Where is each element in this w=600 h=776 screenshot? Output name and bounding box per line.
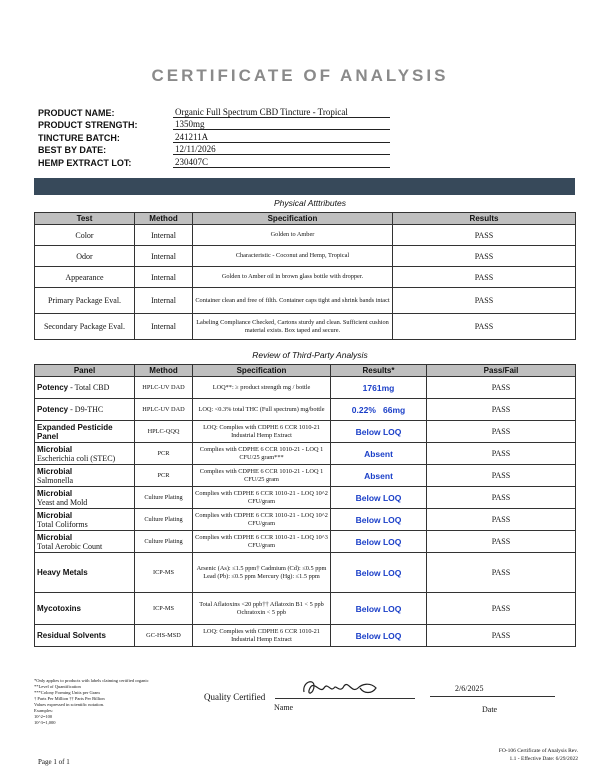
result-cell: Below LOQ <box>331 487 427 509</box>
table-row <box>35 314 576 340</box>
panel-name: Microbial <box>37 510 73 520</box>
info-label: HEMP EXTRACT LOT: <box>38 157 132 168</box>
method-cell: Culture Plating <box>135 509 193 531</box>
name-label: Name <box>274 703 294 712</box>
result-cell: Absent <box>331 465 427 487</box>
table-row <box>35 625 576 647</box>
panel-detail: - Total CBD <box>68 383 110 392</box>
method-cell: HPLC-QQQ <box>135 421 193 443</box>
spec-cell: LOQ**: ≥ product strength mg / bottle <box>193 377 331 399</box>
result-cell: Below LOQ <box>331 553 427 593</box>
date-label: Date <box>482 705 498 714</box>
spec-cell: Golden to Amber <box>193 225 393 246</box>
panel-cell <box>35 421 135 443</box>
panel-name: Heavy Metals <box>37 568 88 577</box>
spec-cell: Complies with CDPHE 6 CCR 1010-21 - LOQ 10^2 CFU/gram <box>193 509 331 531</box>
info-row <box>38 105 390 118</box>
panel-name: Residual Solvents <box>37 631 106 640</box>
column-header: Results <box>393 213 576 225</box>
table-row <box>35 399 576 421</box>
test-cell: Appearance <box>35 267 135 288</box>
method-cell: Internal <box>135 314 193 340</box>
spec-cell: LOQ: <0.3% total THC (Full spectrum) mg/bottle <box>193 399 331 421</box>
panel-name: Mycotoxins <box>37 604 82 613</box>
test-cell: Primary Package Eval. <box>35 288 135 314</box>
method-cell: Internal <box>135 267 193 288</box>
table-row <box>35 246 576 267</box>
panel-name: Potency <box>37 405 69 414</box>
table-row <box>35 421 576 443</box>
footnote: *Only applies to products with labels claiming certified organic <box>34 678 149 683</box>
pass-fail-cell: PASS <box>427 531 576 553</box>
footnote: 10^3=1,000 <box>34 720 56 725</box>
column-header: Method <box>135 213 193 225</box>
result-cell: PASS <box>393 288 576 314</box>
column-header: Panel <box>35 365 135 377</box>
result-cell: PASS <box>393 246 576 267</box>
spec-cell: Complies with CDPHE 6 CCR 1010-21 - LOQ 1 CFU/25 gram <box>193 465 331 487</box>
info-row <box>38 130 390 143</box>
footnote: Values expressed in scientific notation. <box>34 702 105 707</box>
info-label: BEST BY DATE: <box>38 145 107 155</box>
footnotes <box>34 678 149 726</box>
pass-fail-cell: PASS <box>427 377 576 399</box>
result-cell: Below LOQ <box>331 509 427 531</box>
method-cell: ICP-MS <box>135 553 193 593</box>
panel-cell <box>35 593 135 625</box>
footnote: † Parts Per Million †† Parts Per Billion <box>34 696 105 701</box>
column-header: Specification <box>193 365 331 377</box>
column-header: Test <box>35 213 135 225</box>
info-value: 230407C <box>173 157 390 168</box>
revision-line: 1.1 - Effective Date: 6/29/2022 <box>509 756 578 762</box>
pass-fail-cell: PASS <box>427 593 576 625</box>
panel-name: Microbial <box>37 532 73 542</box>
table-row <box>35 443 576 465</box>
footnote: ***Colony Forming Units per Gram <box>34 690 100 695</box>
footnote: **Level of Quantification <box>34 684 81 689</box>
info-value: Organic Full Spectrum CBD Tincture - Tropical <box>173 107 390 118</box>
panel-cell <box>35 531 135 553</box>
panel-cell <box>35 553 135 593</box>
signature-line <box>275 698 415 699</box>
method-cell: HPLC-UV DAD <box>135 399 193 421</box>
test-cell: Color <box>35 225 135 246</box>
table-row <box>35 531 576 553</box>
info-value: 1350mg <box>173 119 390 130</box>
physical-attributes-table <box>34 212 576 340</box>
column-header: Pass/Fail <box>427 365 576 377</box>
table-row <box>35 487 576 509</box>
table-header-row <box>35 365 576 377</box>
column-header: Specification <box>193 213 393 225</box>
info-row <box>38 118 390 131</box>
spec-cell: LOQ: Complies with CDPHE 6 CCR 1010-21 Industrial Hemp Extract <box>193 421 331 443</box>
panel-cell <box>35 399 135 421</box>
pass-fail-cell: PASS <box>427 625 576 647</box>
third-party-analysis-table <box>34 364 576 647</box>
panel-detail: Total Aerobic Count <box>37 541 103 551</box>
method-cell: PCR <box>135 465 193 487</box>
footnote: 10^2=100 <box>34 714 53 719</box>
info-label: PRODUCT NAME: <box>38 107 115 118</box>
info-value: 12/11/2026 <box>173 144 390 155</box>
quality-certified-label: Quality Certified <box>204 692 266 702</box>
table-row <box>35 267 576 288</box>
spec-cell: Complies with CDPHE 6 CCR 1010-21 - LOQ 1 CFU/25 gram*** <box>193 443 331 465</box>
footnote: Examples: <box>34 708 53 713</box>
pass-fail-cell: PASS <box>427 399 576 421</box>
pass-fail-cell: PASS <box>427 465 576 487</box>
spec-cell: LOQ: Complies with CDPHE 6 CCR 1010-21 Industrial Hemp Extract <box>193 625 331 647</box>
panel-detail: - D9-THC <box>68 405 104 414</box>
result-cell: PASS <box>393 314 576 340</box>
result-cell: 0.22% 66mg <box>331 399 427 421</box>
result-cell: Below LOQ <box>331 625 427 647</box>
spec-cell: Complies with CDPHE 6 CCR 1010-21 - LOQ 10^3 CFU/gram <box>193 531 331 553</box>
signature-image <box>300 676 380 700</box>
page-number: Page 1 of 1 <box>38 758 70 766</box>
info-row <box>38 155 390 168</box>
physical-attributes-title: Physical Atttributes <box>274 198 346 208</box>
pass-fail-cell: PASS <box>427 487 576 509</box>
panel-name: Expanded Pesticide Panel <box>37 422 113 441</box>
date-line <box>430 696 555 697</box>
method-cell: HPLC-UV DAD <box>135 377 193 399</box>
spec-cell: Complies with CDPHE 6 CCR 1010-21 - LOQ 10^2 CFU/gram <box>193 487 331 509</box>
panel-cell <box>35 625 135 647</box>
info-value: 241211A <box>173 132 390 143</box>
pass-fail-cell: PASS <box>427 443 576 465</box>
result-cell: Below LOQ <box>331 421 427 443</box>
result-cell: PASS <box>393 225 576 246</box>
method-cell: ICP-MS <box>135 593 193 625</box>
panel-detail: Salmonella <box>37 475 73 485</box>
spec-cell: Arsenic (As): ≤1.5 ppm† Cadmium (Cd): ≤0.5 ppm Lead (Pb): ≤0.5 ppm Mercury (Hg): ≤1.5 ppm <box>193 553 331 593</box>
panel-cell <box>35 377 135 399</box>
panel-name: Microbial <box>37 444 73 454</box>
document-title: CERTIFICATE OF ANALYSIS <box>151 66 449 85</box>
pass-fail-cell: PASS <box>427 421 576 443</box>
table-row <box>35 553 576 593</box>
pass-fail-cell: PASS <box>427 553 576 593</box>
date-value: 2/6/2025 <box>455 684 484 693</box>
result-cell: Below LOQ <box>331 593 427 625</box>
info-label: PRODUCT STRENGTH: <box>38 120 138 130</box>
test-cell: Odor <box>35 246 135 267</box>
result-cell: Below LOQ <box>331 531 427 553</box>
column-header: Method <box>135 365 193 377</box>
spec-cell: Total Aflatoxins <20 ppb†† Aflatoxin B1 < 5 ppb Ochratoxin < 5 ppb <box>193 593 331 625</box>
table-row <box>35 225 576 246</box>
pass-fail-cell: PASS <box>427 509 576 531</box>
table-row <box>35 288 576 314</box>
panel-detail: Yeast and Mold <box>37 497 88 507</box>
panel-cell <box>35 443 135 465</box>
table-row <box>35 509 576 531</box>
spec-cell: Characteristic - Coconut and Hemp, Tropical <box>193 246 393 267</box>
spec-cell: Container clean and free of filth. Container caps tight and shrink bands intact <box>193 288 393 314</box>
revision-info <box>499 747 578 763</box>
table-row <box>35 377 576 399</box>
table-row <box>35 593 576 625</box>
panel-name: Potency <box>37 383 69 392</box>
method-cell: GC-HS-MSD <box>135 625 193 647</box>
method-cell: Internal <box>135 288 193 314</box>
method-cell: Culture Plating <box>135 487 193 509</box>
table-row <box>35 465 576 487</box>
info-label: TINCTURE BATCH: <box>38 132 120 143</box>
column-header: Results* <box>331 365 427 377</box>
result-cell: 1761mg <box>331 377 427 399</box>
method-cell: Internal <box>135 225 193 246</box>
spec-cell: Golden to Amber oil in brown glass bottle with dropper. <box>193 267 393 288</box>
third-party-analysis-title: Review of Third-Party Analysis <box>252 350 368 360</box>
revision-line: FO-106 Certificate of Analysis Rev. <box>498 748 578 754</box>
panel-cell <box>35 509 135 531</box>
table-header-row <box>35 213 576 225</box>
panel-detail: Total Coliforms <box>37 519 88 529</box>
panel-name: Microbial <box>37 466 73 476</box>
product-info <box>38 105 390 168</box>
panel-name: Microbial <box>37 488 73 498</box>
section-divider-bar <box>34 178 575 195</box>
panel-cell <box>35 465 135 487</box>
panel-detail: Escherichia coli (STEC) <box>37 453 116 463</box>
result-cell: Absent <box>331 443 427 465</box>
method-cell: Culture Plating <box>135 531 193 553</box>
panel-cell <box>35 487 135 509</box>
result-cell: PASS <box>393 267 576 288</box>
spec-cell: Labeling Compliance Checked, Cartons sturdy and clean. Sufficient cushion material exists. Box taped and secure. <box>193 314 393 340</box>
method-cell: PCR <box>135 443 193 465</box>
info-row <box>38 143 390 156</box>
method-cell: Internal <box>135 246 193 267</box>
test-cell: Secondary Package Eval. <box>35 314 135 340</box>
